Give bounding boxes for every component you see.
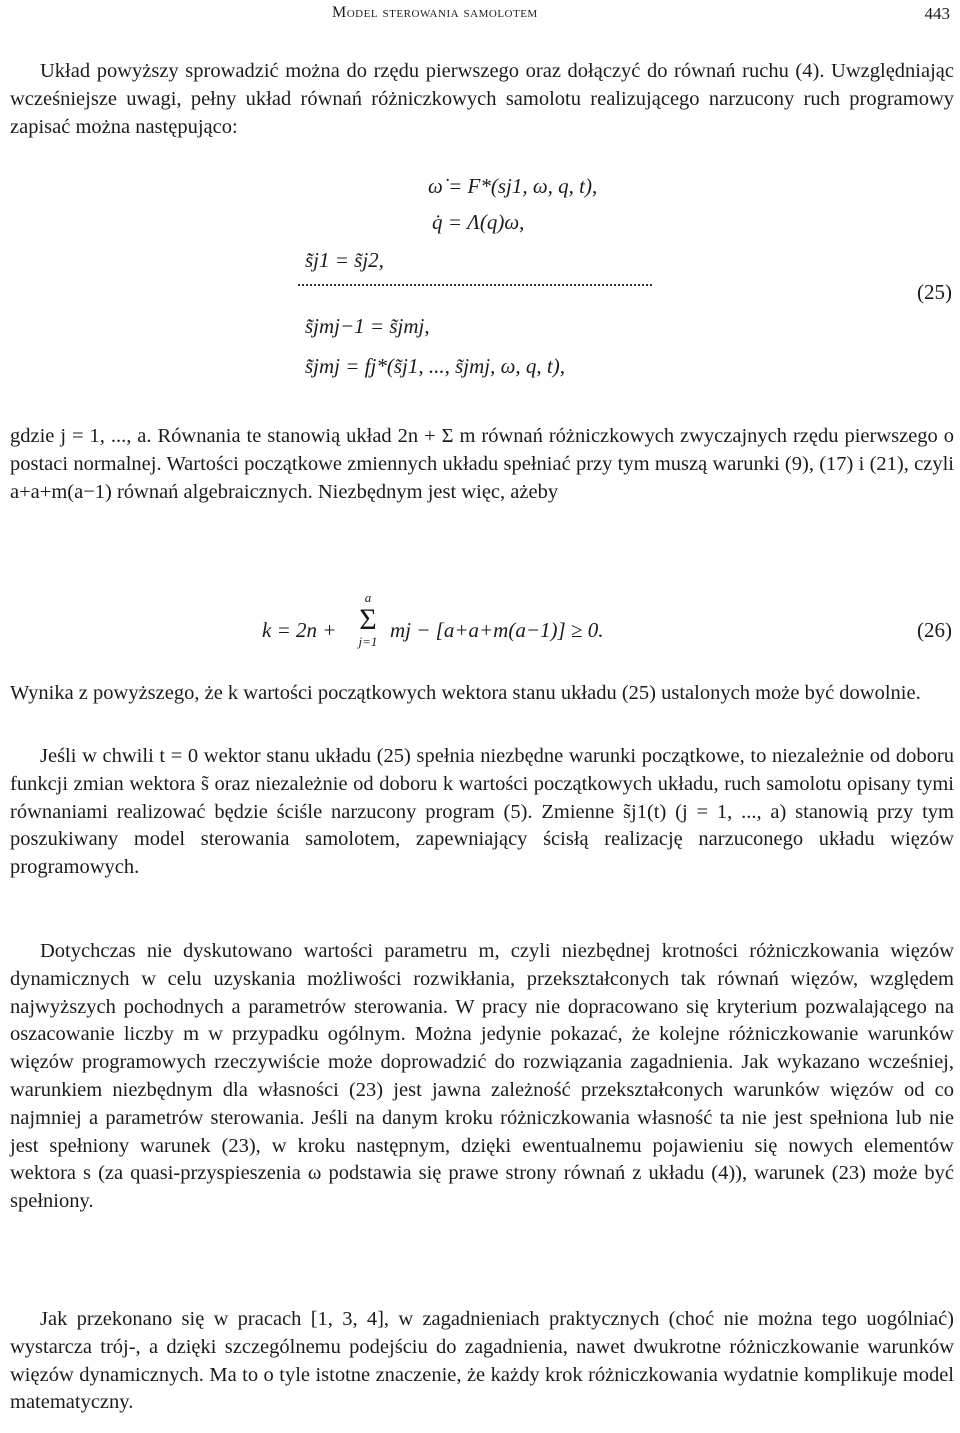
page-number: 443 [924, 4, 950, 23]
equation-25-line-4: s̃̇jmj−1 = s̃jmj, [305, 314, 430, 338]
equation-26-number: (26) [917, 618, 952, 642]
equation-26-sum [356, 590, 380, 650]
equation-25-number: (25) [917, 280, 952, 304]
paragraph-system-order [10, 423, 954, 506]
equation-25-ellipsis [298, 284, 652, 286]
equation-26-lhs: k = 2n + [262, 618, 337, 642]
equation-25-line-5: s̃̇jmj = fj*(s̃j1, ..., s̃jmj, ω, q, t), [305, 354, 566, 378]
equation-25-line-3: s̃̇j1 = s̃j2, [305, 248, 384, 272]
equation-26 [0, 590, 960, 660]
running-title: Model sterowania samolotem [332, 4, 538, 21]
equation-25-line-2: q̇ = Λ(q)ω, [432, 210, 525, 234]
equation-26-sum-upper: a [364, 590, 372, 605]
equation-26-sum-lower: j=1 [358, 634, 378, 649]
paragraph-system-order-start: gdzie j = 1, ..., a. Równania te stanowią układ 2n + Σ m [10, 425, 476, 447]
paragraph-differentiation: Dotychczas nie dyskutowano wartości parametru m, czyli niezbędnej krotności różniczkowania więzów dynamicznych w celu uzyskania możliwości rozwikłania, przekształconych tak równań więzów, względem najwyższych pochodnych a parametrów sterowania. W pracy nie dopracowano się kryterium pozwalającego na oszacowanie liczby m w przypadku ogólnym. Można jedynie pokazać, że kolejne różniczkowanie warunków więzów programowych rzeczywiście może doprowadzić do rozwiązania zagadnienia. Jak wykazano wcześniej, warunkiem niezbędnym dla własności (23) jest jawna zależność przekształconych warunków więzów od co najmniej a parametrów sterowania. Jeśli na danym kroku różniczkowania własność ta nie jest spełniona lub nie jest spełniony warunek (23), w kroku następnym, dzięki ewentualnemu pojawieniu się nowych elementów wektora s (za quasi-przyspieszenia ω podstawia się prawe strony równań z układu (4)), warunek (23) może być spełniony. [10, 940, 954, 1213]
equation-25-line-1: ω̇ = F*(sj1, ω, q, t), [428, 174, 598, 198]
paragraph-program-realization: Jeśli w chwili t = 0 wektor stanu układu (25) spełnia niezbędne warunki początkowe, to niezależnie od doboru funkcji zmian wektora s̃ oraz niezależnie od doboru k wartości początkowych układu, ruch samolotu opisany tymi równaniami realizować będzie ściśle narzucony program (5). Zmienne s̃j1(t) (j = 1, ..., a) stanowią przy tym poszukiwany model sterowania samolotem, zapewniający ścisłą realizację narzuconego układu więzów programowych. [10, 745, 954, 879]
equation-26-rhs: mj − [a+a+m(a−1)] ≥ 0. [390, 618, 604, 642]
paragraph-initial-values: Wynika z powyższego, że k wartości początkowych wektora stanu układu (25) ustalonych może być dowolnie. [10, 682, 921, 704]
paragraph-intro: Układ powyższy sprowadzić można do rzędu pierwszego oraz dołączyć do równań ruchu (4). Uwzględniając wcześniejsze uwagi, pełny układ równań różniczkowych samolotu realizującego narzucony ruch programowy zapisać można następująco: [10, 60, 954, 138]
paragraph-practical: Jak przekonano się w pracach [1, 3, 4], w zagadnieniach praktycznych (choć nie można tego uogólniać) wystarcza trój-, a dzięki szczególnemu podejściu do zagadnienia, nawet dwukrotne różniczkowanie warunków więzów dynamicznych. Ma to o tyle istotne znaczenie, że każdy krok różniczkowania wydatnie komplikuje model matematyczny. [10, 1308, 954, 1414]
paragraph-system-order-rest: równań różniczkowych zwyczajnych rzędu pierwszego o postaci normalnej. Wartości początkowe zmiennych układu spełniać przy tym muszą warunki (9), (17) i (21), czyli a+a+m(a−1) równań algebraicznych. Niezbędnym jest więc, ażeby [10, 425, 955, 503]
summation-icon: Σ [359, 603, 377, 636]
running-header [0, 4, 960, 26]
